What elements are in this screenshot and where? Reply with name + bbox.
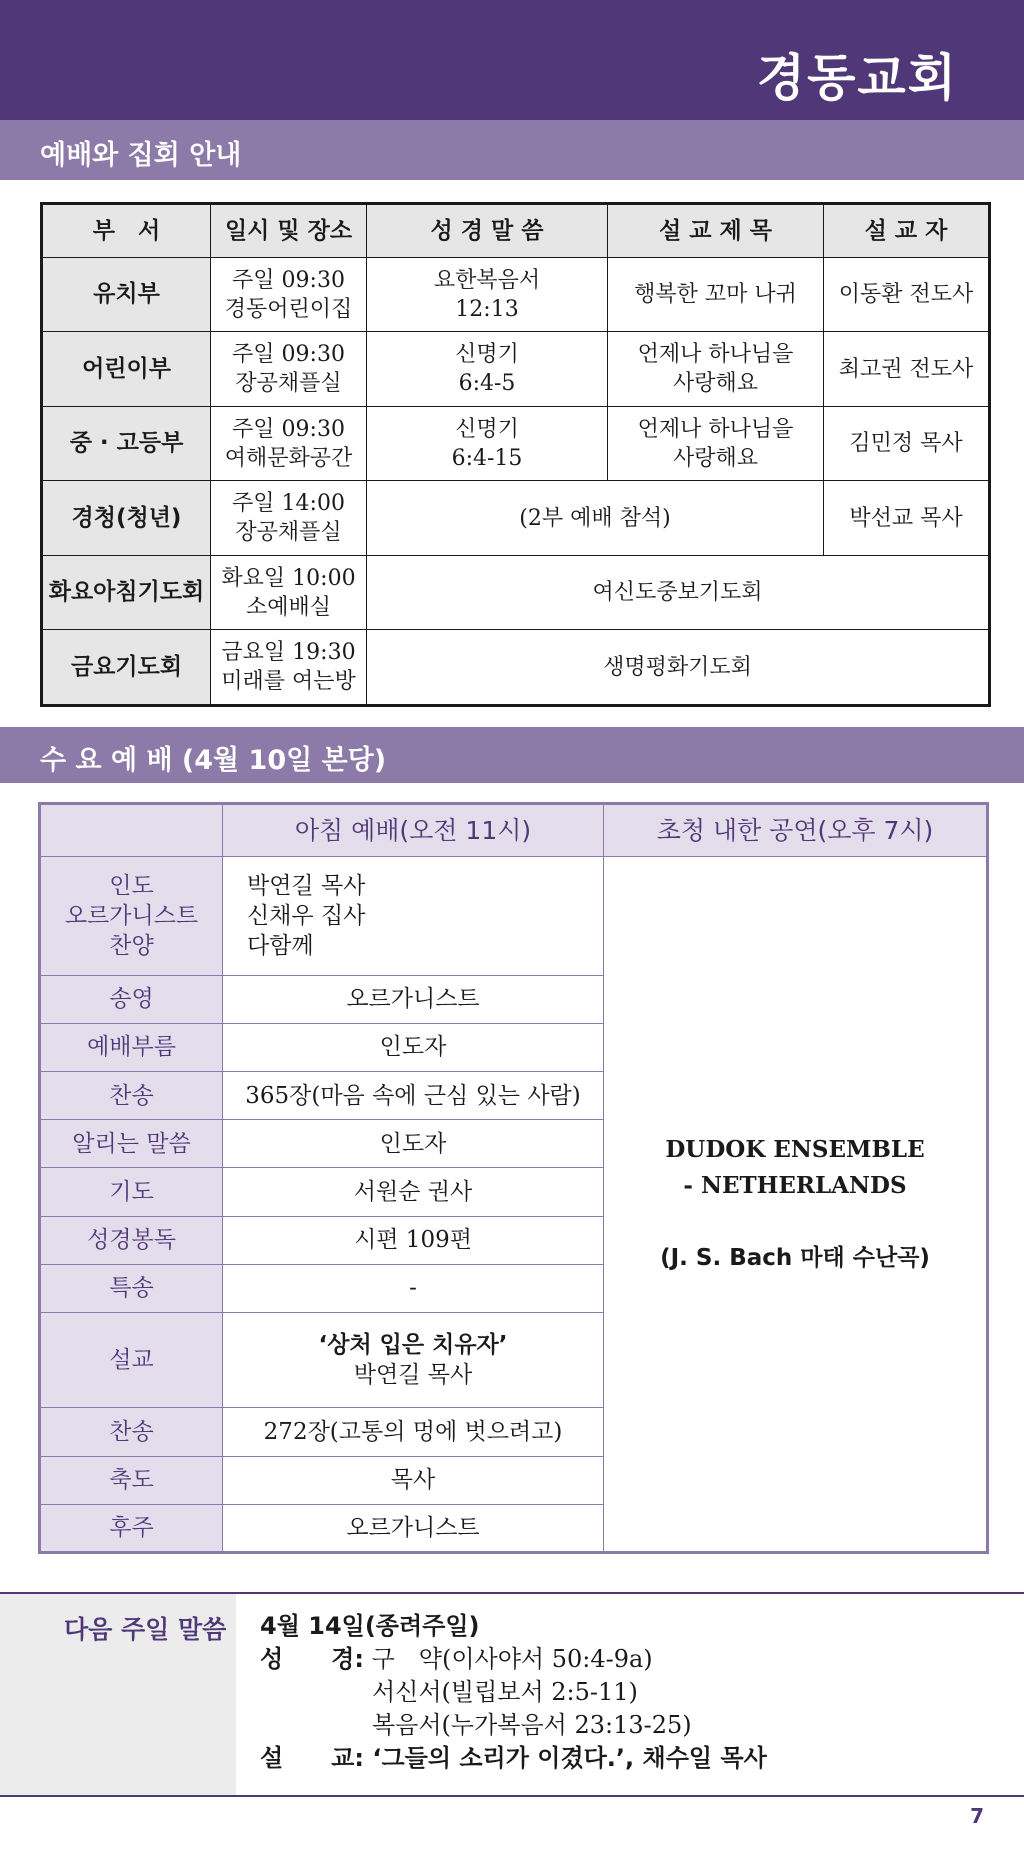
dept-cell: 어린이부 [42, 332, 211, 406]
value-cell: 시편 109편 [223, 1216, 604, 1264]
scripture-cell: 신명기 6:4-15 [367, 406, 608, 480]
item-cell: 찬송 [40, 1408, 223, 1456]
church-name: 경동교회 [756, 48, 958, 107]
scripture-row [260, 1643, 767, 1676]
dept-cell: 화요아침기도회 [42, 555, 211, 629]
item-cell: 알리는 말씀 [40, 1120, 223, 1168]
scripture-cell: 요한복음서 12:13 [367, 258, 608, 332]
preacher-cell: 박선교 목사 [824, 481, 990, 555]
dept-cell: 중 · 고등부 [42, 406, 211, 480]
table-row [42, 332, 990, 406]
table-header-row [40, 804, 988, 857]
item-cell: 예배부름 [40, 1023, 223, 1071]
scripture-cell: 신명기 6:4-5 [367, 332, 608, 406]
value-cell: 인도자 [223, 1120, 604, 1168]
table-row [42, 406, 990, 480]
next-sunday-box [0, 1592, 1024, 1797]
value-cell: 서원순 권사 [223, 1168, 604, 1216]
column-header: 설 교 제 목 [608, 204, 824, 258]
table-row [42, 555, 990, 629]
item-cell: 특송 [40, 1264, 223, 1312]
column-header-morning: 아침 예배(오전 11시) [223, 804, 604, 857]
table-row [42, 481, 990, 555]
item-cell: 찬송 [40, 1071, 223, 1119]
scripture-epistle: 서신서(빌립보서 2:5-11) [372, 1678, 638, 1706]
sermon-cell: 행복한 꼬마 나귀 [608, 258, 824, 332]
table-row [42, 630, 990, 706]
column-header: 일시 및 장소 [211, 204, 367, 258]
value-cell: 272장(고통의 멍에 벗으려고) [223, 1408, 604, 1456]
value-cell: 오르가니스트 [223, 1504, 604, 1552]
concert-cell [604, 857, 988, 1553]
sermon-value-cell [223, 1312, 604, 1407]
time-cell: 주일 09:30 장공채플실 [211, 332, 367, 406]
dept-cell: 유치부 [42, 258, 211, 332]
next-sunday-label: 다음 주일 말씀 [64, 1615, 227, 1644]
item-cell: 성경봉독 [40, 1216, 223, 1264]
section-header-services [0, 120, 1024, 180]
value-cell: - [223, 1264, 604, 1312]
time-cell: 주일 14:00 장공채플실 [211, 481, 367, 555]
concert-program: (J. S. Bach 마태 수난곡) [660, 1245, 930, 1271]
section-title: 예배와 집회 안내 [40, 140, 242, 171]
sermon-title: ‘상처 입은 치유자’ [318, 1332, 508, 1359]
merged-cell: (2부 예배 참석) [367, 481, 824, 555]
item-cell: 기도 [40, 1168, 223, 1216]
wednesday-service-table [38, 802, 989, 1554]
item-cell: 축도 [40, 1456, 223, 1504]
preacher-cell: 김민정 목사 [824, 406, 990, 480]
item-cell: 송영 [40, 975, 223, 1023]
scripture-label: 성 경: [260, 1645, 364, 1673]
preacher-cell: 이동환 전도사 [824, 258, 990, 332]
section-title: 수 요 예 배 (4월 10일 본당) [40, 745, 387, 776]
section-header-wednesday [0, 727, 1024, 783]
time-cell: 금요일 19:30 미래를 여는방 [211, 630, 367, 706]
table-header-row [42, 204, 990, 258]
corner-cell [40, 804, 223, 857]
dept-cell: 금요기도회 [42, 630, 211, 706]
concert-line2: - NETHERLANDS [683, 1172, 907, 1199]
column-header: 성 경 말 씀 [367, 204, 608, 258]
time-cell: 주일 09:30 경동어린이집 [211, 258, 367, 332]
scripture-ot: 구 약(이사야서 50:4-9a) [371, 1645, 653, 1673]
next-sunday-content [260, 1610, 767, 1775]
value-cell: 365장(마음 속에 근심 있는 사람) [223, 1071, 604, 1119]
value-cell: 오르가니스트 [223, 975, 604, 1023]
scripture-gospel: 복음서(누가복음서 23:13-25) [372, 1711, 692, 1739]
sermon-label: 설 교: [260, 1744, 364, 1772]
sermon-cell: 언제나 하나님을 사랑해요 [608, 406, 824, 480]
item-cell: 설교 [40, 1312, 223, 1407]
dept-cell: 경청(청년) [42, 481, 211, 555]
next-sermon: ‘그들의 소리가 이겼다.’, 채수일 목사 [372, 1744, 767, 1772]
value-cell: 목사 [223, 1456, 604, 1504]
sermon-preacher: 박연길 목사 [353, 1362, 473, 1389]
table-row [40, 857, 988, 976]
column-header-concert: 초청 내한 공연(오후 7시) [604, 804, 988, 857]
preacher-cell: 최고권 전도사 [824, 332, 990, 406]
value-cell: 박연길 목사 신채우 집사 다함께 [223, 857, 604, 976]
sermon-row [260, 1742, 767, 1775]
services-table [40, 202, 991, 707]
time-cell: 화요일 10:00 소예배실 [211, 555, 367, 629]
column-header: 설 교 자 [824, 204, 990, 258]
next-sunday-date: 4월 14일(종려주일) [260, 1612, 480, 1640]
item-cell: 후주 [40, 1504, 223, 1552]
merged-cell: 여신도중보기도회 [367, 555, 990, 629]
time-cell: 주일 09:30 여해문화공간 [211, 406, 367, 480]
column-header: 부 서 [42, 204, 211, 258]
sermon-cell: 언제나 하나님을 사랑해요 [608, 332, 824, 406]
page-number: 7 [970, 1804, 984, 1828]
header-bar [0, 0, 1024, 120]
concert-line1: DUDOK ENSEMBLE [665, 1136, 925, 1163]
table-row [42, 258, 990, 332]
item-cell: 인도 오르가니스트 찬양 [40, 857, 223, 976]
value-cell: 인도자 [223, 1023, 604, 1071]
merged-cell: 생명평화기도회 [367, 630, 990, 706]
